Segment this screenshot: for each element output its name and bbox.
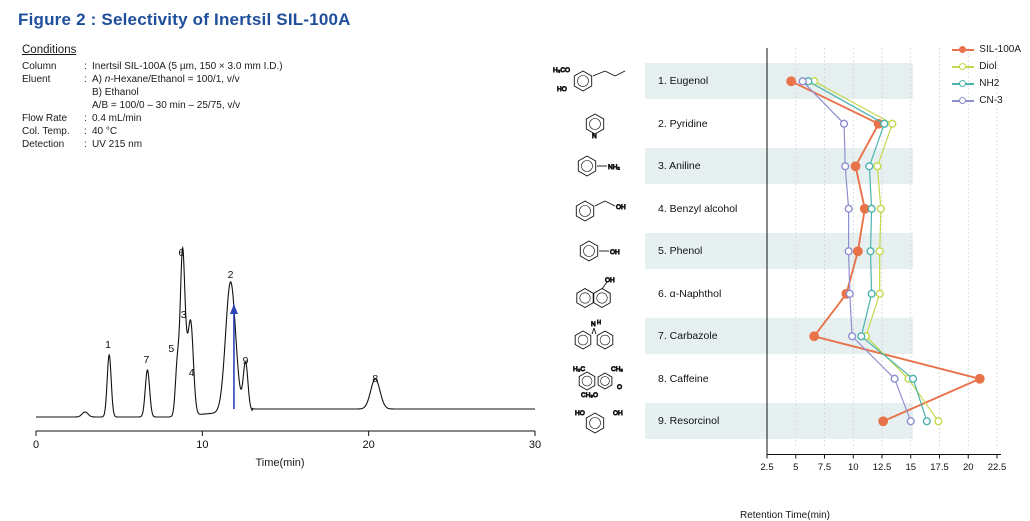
svg-text:10: 10	[196, 439, 209, 451]
conditions-row	[22, 112, 283, 125]
legend-label: NH2	[979, 78, 1000, 89]
conditions-value: UV 215 nm	[92, 139, 143, 150]
selectivity-row-label: 4. Benzyl alcohol	[658, 202, 738, 215]
legend-item-nh2	[952, 76, 1021, 91]
data-point-Diol-8	[935, 418, 942, 425]
conditions-row	[22, 99, 283, 112]
page-title: Figure 2 : Selectivity of Inertsil SIL-100A	[18, 10, 351, 29]
svg-text:O: O	[617, 383, 623, 391]
svg-text:HO: HO	[575, 410, 585, 418]
conditions-table	[22, 60, 283, 151]
conditions-colon	[84, 99, 92, 112]
conditions-row	[22, 86, 283, 99]
conditions-colon	[84, 86, 92, 99]
structure-alpha-naphthol	[547, 274, 643, 310]
conditions-value: A/B = 100/0 – 30 min – 25/75, v/v	[92, 100, 241, 111]
structure-pyridine	[547, 104, 643, 140]
structure-aniline	[547, 146, 643, 182]
conditions-colon: :	[84, 113, 87, 124]
conditions-value: A) n-Hexane/Ethanol = 100/1, v/v	[92, 74, 240, 85]
selectivity-x-tick: 22.5	[987, 461, 1007, 473]
svg-text:20: 20	[362, 439, 375, 451]
selectivity-x-axis-label: Retention Time(min)	[739, 510, 831, 521]
conditions-row	[22, 60, 283, 73]
svg-text:CH₃: CH₃	[581, 391, 594, 399]
selectivity-x-tick: 17.5	[930, 461, 949, 473]
selectivity-row-label: 6. α-Naphthol	[658, 287, 722, 300]
legend-symbol-nh2	[952, 79, 974, 89]
selectivity-chart	[545, 40, 1025, 521]
conditions-key: Col. Temp.	[22, 126, 70, 137]
structure-caffeine	[547, 359, 643, 399]
legend-item-sil100a	[952, 42, 1021, 57]
conditions-value: B) Ethanol	[92, 87, 139, 98]
svg-text:0: 0	[32, 439, 40, 451]
chromatogram-svg	[10, 175, 550, 455]
selectivity-x-tick: 5	[793, 461, 799, 473]
legend-label: Diol	[979, 61, 997, 72]
svg-text:NH₂: NH₂	[608, 164, 620, 172]
conditions-colon: :	[84, 126, 87, 137]
conditions-key: Flow Rate	[22, 113, 68, 124]
conditions-colon: :	[84, 61, 87, 72]
legend-symbol-sil100a	[952, 45, 974, 55]
peak-label-4: 4	[188, 367, 195, 379]
selectivity-x-tick: 12.5	[872, 461, 892, 473]
svg-text:HO: HO	[557, 86, 567, 94]
selectivity-x-tick: 7.5	[817, 461, 832, 473]
legend-symbol-cn3	[952, 96, 974, 106]
conditions-value: 40 °C	[92, 126, 118, 137]
data-point-NH2-8	[923, 418, 930, 425]
legend-label: SIL-100A	[979, 44, 1021, 55]
conditions-colon: :	[84, 74, 87, 85]
selectivity-row-label: 7. Carbazole	[658, 330, 718, 343]
conditions-colon: :	[84, 139, 87, 150]
svg-text:CH₃: CH₃	[611, 365, 624, 373]
selectivity-x-tick: 20	[962, 461, 974, 473]
conditions-value: Inertsil SIL-100A (5 µm, 150 × 3.0 mm I.D.)	[92, 61, 283, 72]
conditions-key: Column	[22, 61, 57, 72]
conditions-row	[22, 73, 283, 86]
svg-text:OH: OH	[605, 276, 615, 284]
peak-label-1: 1	[105, 339, 112, 351]
structure-carbazole	[547, 316, 643, 352]
structure-benzyl-alcohol	[547, 189, 643, 225]
selectivity-x-tick: 10	[847, 461, 859, 473]
peak-label-3: 3	[180, 309, 187, 321]
legend-label: CN-3	[979, 95, 1003, 106]
svg-text:N: N	[592, 132, 597, 140]
peak-label-8: 8	[372, 373, 379, 385]
selectivity-row-label: 2. Pyridine	[658, 117, 708, 130]
legend-item-diol	[952, 59, 1021, 74]
selectivity-row-label: 9. Resorcinol	[658, 415, 720, 428]
selectivity-row-label: 5. Phenol	[658, 245, 703, 258]
conditions-key	[22, 86, 84, 99]
peak-label-9: 9	[242, 355, 249, 367]
svg-text:N: N	[591, 321, 596, 329]
legend-item-cn3	[952, 93, 1021, 108]
peak-label-7: 7	[143, 354, 150, 366]
svg-text:H₃C: H₃C	[573, 365, 586, 373]
conditions-key: Detection	[22, 139, 65, 150]
conditions-heading: Conditions	[22, 44, 77, 56]
selectivity-x-tick: 2.5	[760, 461, 774, 473]
structure-resorcinol	[547, 401, 643, 437]
peak-label-2: 2	[227, 269, 234, 281]
conditions-key: Eluent	[22, 74, 51, 85]
chromatogram-x-axis-label: Time(min)	[255, 457, 305, 469]
svg-text:O: O	[593, 391, 599, 399]
selectivity-x-tick: 15	[905, 461, 917, 473]
conditions-key	[22, 99, 84, 112]
svg-text:30: 30	[528, 439, 542, 451]
conditions-row	[22, 138, 283, 151]
structure-phenol	[547, 231, 643, 267]
data-point-SIL-100A-7	[976, 375, 984, 383]
peak-label-5: 5	[168, 343, 175, 355]
svg-text:OH: OH	[613, 410, 623, 418]
conditions-row	[22, 125, 283, 138]
selectivity-row-label: 3. Aniline	[658, 160, 701, 173]
selectivity-row-label: 8. Caffeine	[658, 372, 709, 385]
selectivity-row-label: 1. Eugenol	[658, 75, 709, 88]
conditions-value: 0.4 mL/min	[92, 113, 142, 124]
svg-text:OH: OH	[616, 203, 626, 211]
selectivity-legend	[952, 42, 1021, 110]
svg-text:H₃CO: H₃CO	[553, 67, 571, 75]
svg-text:OH: OH	[610, 249, 620, 257]
chromatogram-chart	[10, 175, 550, 475]
structure-eugenol	[547, 61, 643, 97]
peak-label-6: 6	[178, 247, 185, 259]
legend-symbol-diol	[952, 62, 974, 72]
svg-text:H: H	[597, 320, 601, 327]
